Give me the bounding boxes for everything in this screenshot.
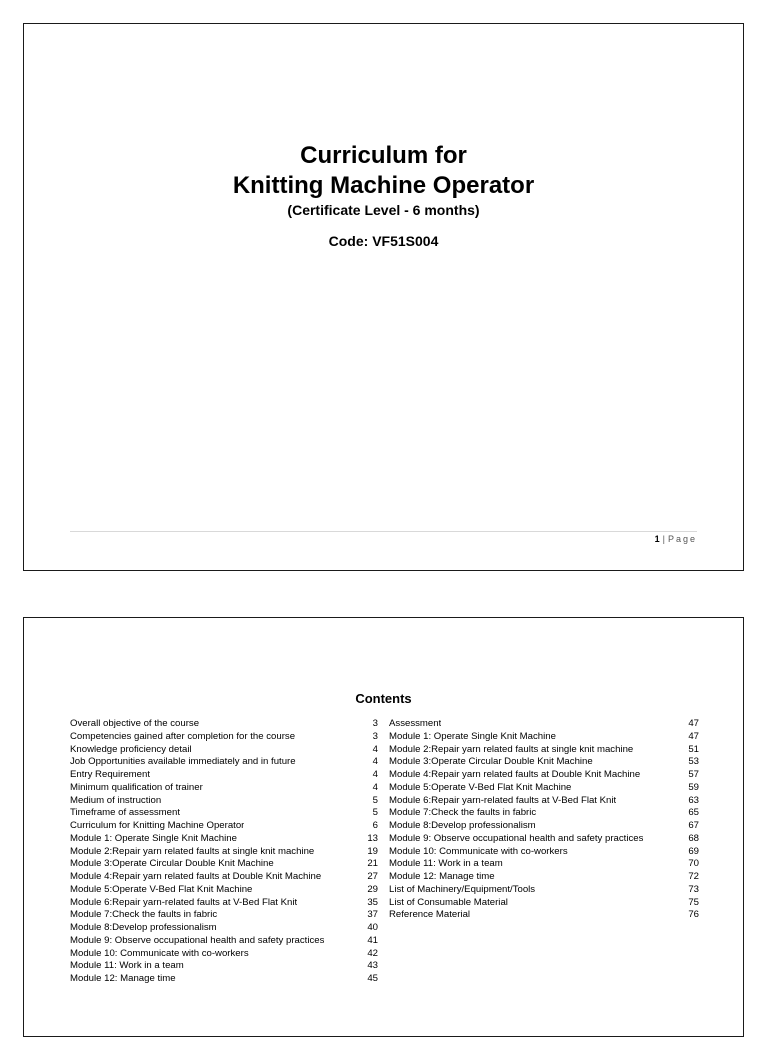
toc-entry[interactable] xyxy=(70,935,378,948)
toc-entry-page: 65 xyxy=(688,807,699,819)
toc-entry[interactable] xyxy=(70,807,378,820)
footer-divider xyxy=(70,531,697,532)
toc-entry-page: 59 xyxy=(688,781,699,793)
toc-entry-title: Module 12: Manage time xyxy=(389,871,495,882)
toc-entry-title: Knowledge proficiency detail xyxy=(70,743,192,755)
toc-entry[interactable] xyxy=(70,795,378,808)
toc-entry[interactable] xyxy=(70,731,378,744)
toc-entry-title: Module 1: Operate Single Knit Machine xyxy=(70,832,237,844)
toc-entry-title: List of Consumable Material xyxy=(389,896,508,908)
toc-entry-title: Medium of instruction xyxy=(70,794,162,806)
toc-entry-title: Module 9: Observe occupational health and safety practices xyxy=(389,832,644,844)
toc-entry-page: 5 xyxy=(372,794,378,806)
toc-entry-title: Job Opportunities available immediately and in future xyxy=(70,756,296,768)
toc-entry-page: 27 xyxy=(367,871,378,882)
toc-entry[interactable] xyxy=(70,756,378,769)
toc-entry[interactable] xyxy=(389,795,699,808)
toc-entry-page: 4 xyxy=(372,781,378,793)
toc-entry-title: Reference Material xyxy=(389,909,471,921)
toc-entry[interactable] xyxy=(70,820,378,833)
toc-entry[interactable] xyxy=(389,731,699,744)
toc-entry-page: 29 xyxy=(367,883,378,895)
toc-left-column xyxy=(70,718,378,986)
toc-entry[interactable] xyxy=(70,744,378,757)
toc-entry-title: Module 10: Communicate with co-workers xyxy=(70,947,249,959)
toc-entry[interactable] xyxy=(389,846,699,859)
toc-entry-page: 35 xyxy=(367,896,378,908)
toc-entry-title: Competencies gained after completion for the course xyxy=(70,730,296,742)
toc-entry[interactable] xyxy=(389,858,699,871)
toc-entry[interactable] xyxy=(70,718,378,731)
toc-entry-title: Module 7:Check the faults in fabric xyxy=(70,909,218,921)
footer-separator: | xyxy=(662,534,665,544)
toc-entry-page: 5 xyxy=(372,807,378,819)
toc-entry-title: Module 3:Operate Circular Double Knit Machine xyxy=(70,858,274,870)
toc-entry-title: Module 8:Develop professionalism xyxy=(389,820,536,831)
toc-entry-page: 41 xyxy=(367,934,378,946)
cover-subtitle: (Certificate Level - 6 months) xyxy=(287,202,480,218)
toc-entry-title: Module 7:Check the faults in fabric xyxy=(389,807,537,819)
toc-entry-title: Module 6:Repair yarn-related faults at V-Bed Flat Knit xyxy=(389,794,617,806)
toc-entry[interactable] xyxy=(389,756,699,769)
toc-entry-page: 51 xyxy=(688,743,699,755)
cover-title-line1: Curriculum for xyxy=(300,142,467,169)
toc-entry-title: Module 1: Operate Single Knit Machine xyxy=(389,730,556,742)
toc-entry-title: Overall objective of the course xyxy=(70,718,200,729)
toc-entry-page: 47 xyxy=(688,730,699,742)
toc-entry-page: 6 xyxy=(372,820,378,831)
toc-entry[interactable] xyxy=(70,922,378,935)
toc-entry[interactable] xyxy=(70,960,378,973)
toc-entry-title: Module 2:Repair yarn related faults at single knit machine xyxy=(389,743,634,755)
toc-entry-page: 4 xyxy=(372,756,378,768)
toc-entry[interactable] xyxy=(389,871,699,884)
toc-entry-title: Module 12: Manage time xyxy=(70,973,176,984)
toc-entry-page: 3 xyxy=(372,718,378,729)
toc-entry[interactable] xyxy=(389,833,699,846)
toc-entry-title: Module 2:Repair yarn related faults at single knit machine xyxy=(70,845,315,857)
course-code: Code: VF51S004 xyxy=(328,233,439,249)
toc-entry-title: Module 4:Repair yarn related faults at Double Knit Machine xyxy=(389,769,641,780)
toc-entry-page: 43 xyxy=(367,960,378,972)
toc-entry-page: 68 xyxy=(688,832,699,844)
toc-entry-title: Module 4:Repair yarn related faults at Double Knit Machine xyxy=(70,871,322,882)
toc-entry[interactable] xyxy=(70,973,378,986)
toc-entry[interactable] xyxy=(389,820,699,833)
toc-entry[interactable] xyxy=(70,833,378,846)
toc-entry[interactable] xyxy=(389,718,699,731)
contents-heading: Contents xyxy=(355,691,412,706)
toc-entry-page: 42 xyxy=(367,947,378,959)
toc-entry-page: 13 xyxy=(367,832,378,844)
toc-entry-page: 63 xyxy=(688,794,699,806)
toc-entry-title: Curriculum for Knitting Machine Operator xyxy=(70,820,245,831)
toc-entry-title: List of Machinery/Equipment/Tools xyxy=(389,883,536,895)
toc-entry-page: 45 xyxy=(367,973,378,984)
toc-entry[interactable] xyxy=(70,846,378,859)
toc-entry-title: Module 8:Develop professionalism xyxy=(70,922,217,933)
toc-entry-page: 67 xyxy=(688,820,699,831)
page-word: Page xyxy=(667,534,697,544)
toc-right-column xyxy=(389,718,699,922)
toc-entry-title: Timeframe of assessment xyxy=(70,807,181,819)
toc-entry-title: Module 11: Work in a team xyxy=(389,858,503,870)
toc-entry-title: Module 10: Communicate with co-workers xyxy=(389,845,568,857)
toc-entry-title: Assessment xyxy=(389,718,442,729)
toc-entry-page: 4 xyxy=(372,743,378,755)
toc-entry[interactable] xyxy=(70,858,378,871)
toc-entry[interactable] xyxy=(389,884,699,897)
toc-entry-page: 53 xyxy=(688,756,699,768)
toc-entry-title: Module 11: Work in a team xyxy=(70,960,184,972)
toc-entry-page: 4 xyxy=(372,769,378,780)
toc-entry-page: 73 xyxy=(688,883,699,895)
toc-entry-title: Module 9: Observe occupational health and safety practices xyxy=(70,934,325,946)
contents-page xyxy=(23,617,744,1037)
page-footer xyxy=(655,533,697,545)
toc-entry-page: 47 xyxy=(688,718,699,729)
cover-title-block xyxy=(24,141,743,250)
toc-entry[interactable] xyxy=(70,782,378,795)
toc-entry-page: 3 xyxy=(372,730,378,742)
toc-entry[interactable] xyxy=(389,744,699,757)
toc-entry-title: Module 3:Operate Circular Double Knit Machine xyxy=(389,756,593,768)
toc-entry-title: Module 5:Operate V-Bed Flat Knit Machine xyxy=(70,883,253,895)
toc-entry[interactable] xyxy=(70,871,378,884)
toc-entry[interactable] xyxy=(70,909,378,922)
toc-entry-page: 40 xyxy=(367,922,378,933)
toc-entry[interactable] xyxy=(70,884,378,897)
toc-entry-page: 75 xyxy=(688,896,699,908)
cover-title-line2: Knitting Machine Operator xyxy=(232,172,535,199)
toc-entry-title: Module 5:Operate V-Bed Flat Knit Machine xyxy=(389,781,572,793)
toc-entry-page: 69 xyxy=(688,845,699,857)
toc-entry-title: Module 6:Repair yarn-related faults at V-Bed Flat Knit xyxy=(70,896,298,908)
toc-entry[interactable] xyxy=(70,897,378,910)
toc-entry-title: Entry Requirement xyxy=(70,769,150,780)
toc-entry[interactable] xyxy=(70,948,378,961)
toc-entry[interactable] xyxy=(389,782,699,795)
toc-entry[interactable] xyxy=(389,807,699,820)
page-number: 1 xyxy=(654,534,660,544)
toc-entry-title: Minimum qualification of trainer xyxy=(70,781,203,793)
toc-entry-page: 72 xyxy=(688,871,699,882)
toc-entry-page: 19 xyxy=(367,845,378,857)
toc-entry-page: 57 xyxy=(688,769,699,780)
toc-entry-page: 76 xyxy=(688,909,699,921)
toc-entry[interactable] xyxy=(389,909,699,922)
toc-entry[interactable] xyxy=(70,769,378,782)
toc-entry-page: 37 xyxy=(367,909,378,921)
toc-entry[interactable] xyxy=(389,897,699,910)
toc-entry-page: 21 xyxy=(367,858,378,870)
toc-entry-page: 70 xyxy=(688,858,699,870)
toc-entry[interactable] xyxy=(389,769,699,782)
cover-page xyxy=(23,23,744,571)
